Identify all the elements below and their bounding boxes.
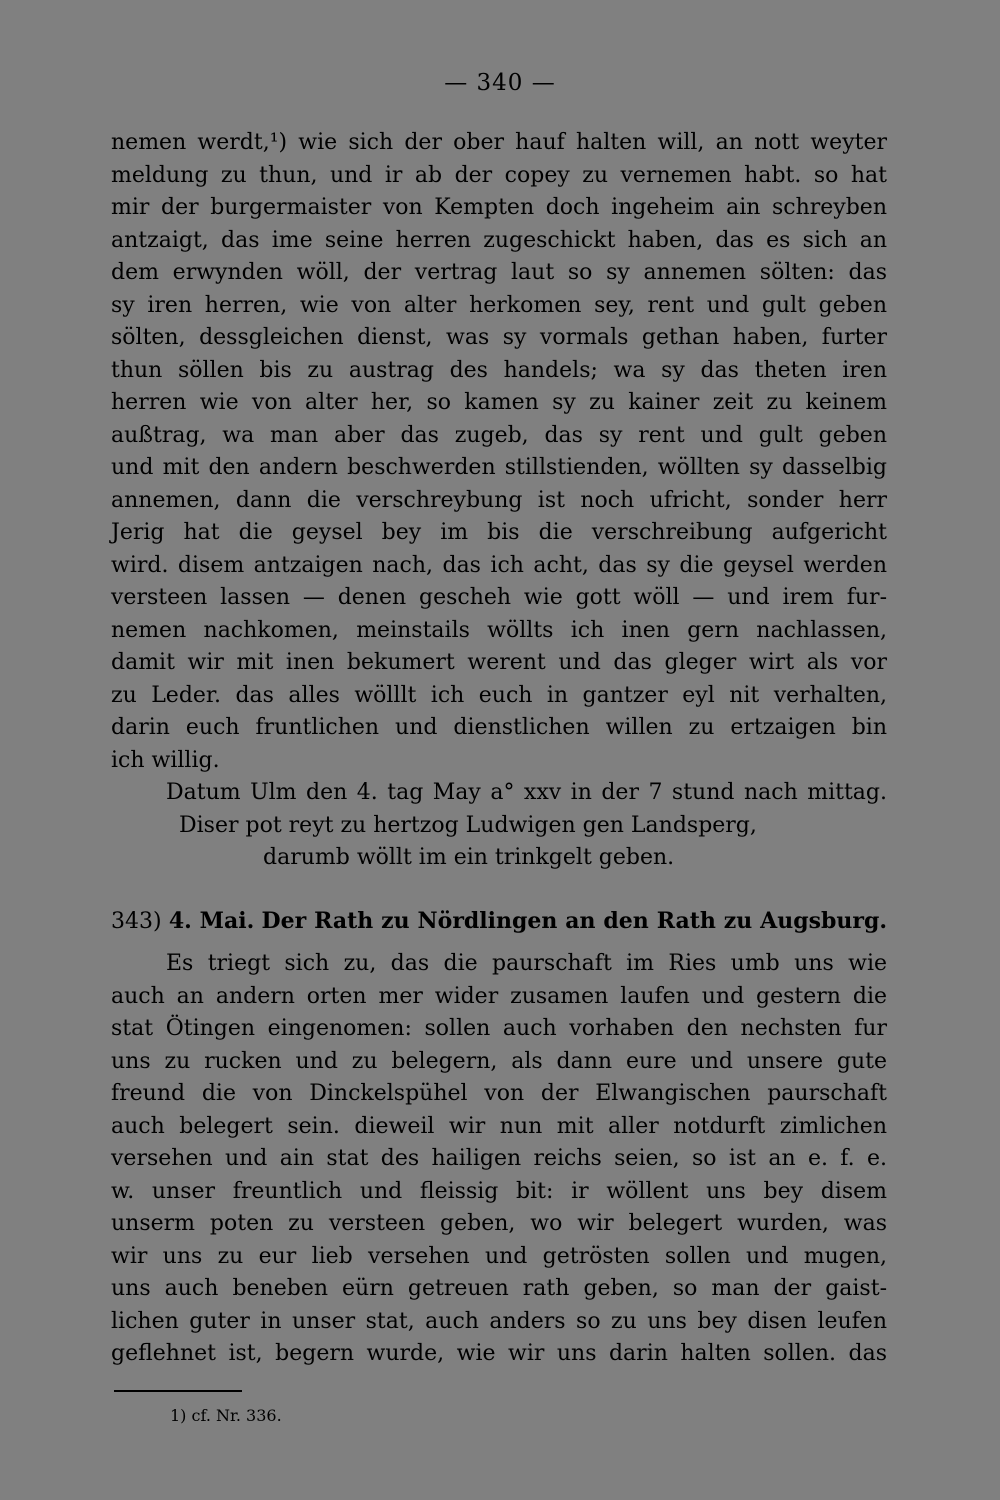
text-line: sölten, dessgleichen dienst, was sy vormals gethan haben, furter <box>111 325 887 350</box>
text-line: zu Leder. das alles wölllt ich euch in gantzer eyl nit verhalten, <box>111 682 887 708</box>
text-line: Es triegt sich zu, das die paurschaft im Ries umb uns wie <box>166 951 887 976</box>
text-line: außtrag, wa man aber das zugeb, das sy rent und gult geben <box>111 422 887 448</box>
entry-number: 343) <box>111 909 162 934</box>
entry-heading <box>111 905 887 939</box>
text-line: auch an andern orten mer wider zusamen laufen und gestern die <box>111 983 887 1009</box>
text-line: uns zu rucken und zu belegern, als dann eure und unsere gute <box>111 1048 887 1074</box>
text-line: antzaigt, das ime seine herren zugeschickt haben, das es sich an <box>111 227 887 253</box>
text-line: dem erwynden wöll, der vertrag laut so sy annemen sölten: das <box>111 260 887 285</box>
text-line: auch belegert sein. dieweil wir nun mit aller notdurft zimlichen <box>111 1113 887 1139</box>
text-line: freund die von Dinckelspühel von der Elwangischen paurschaft <box>111 1081 887 1106</box>
text-line: stat Ötingen eingenomen: sollen auch vorhaben den nechsten fur <box>111 1016 887 1041</box>
text-line: sy iren herren, wie von alter herkomen sey, rent und gult geben <box>111 292 887 318</box>
closing-line-tip: darumb wöllt im ein trinkgelt geben. <box>263 845 675 870</box>
footnote-divider <box>114 1390 242 1392</box>
entry-date: 4. Mai. <box>168 908 255 934</box>
entry-title: Der Rath zu Nördlingen an den Rath zu Augsburg. <box>261 908 887 934</box>
text-line: ich willig. <box>111 747 220 773</box>
text-line: meldung zu thun, und ir ab der copey zu vernemen habt. so hat <box>111 162 887 188</box>
text-line: mir der burgermaister von Kempten doch ingeheim ain schreyben <box>111 195 887 220</box>
text-line: Jerig hat die geysel bey im bis die verschreibung aufgericht <box>111 520 887 545</box>
text-line: damit wir mit inen bekumert werent und das gleger wirt als vor <box>111 650 887 675</box>
letter-body <box>111 127 887 875</box>
text-line: geflehnet ist, begern wurde, wie wir uns darin halten sollen. das <box>111 1341 887 1366</box>
closing-line-date: Datum Ulm den 4. tag May a° xxv in der 7 stund nach mittag. <box>166 780 887 805</box>
text-line: versehen und ain stat des hailigen reichs seien, so ist an e. f. e. <box>111 1146 887 1171</box>
text-line: thun söllen bis zu austrag des handels; wa sy das theten iren <box>111 357 887 383</box>
text-line: wird. disem antzaigen nach, das ich acht, das sy die geysel werden <box>111 552 887 578</box>
footnote: 1) cf. Nr. 336. <box>170 1406 282 1425</box>
text-line: versteen lassen — denen gescheh wie gott wöll — und irem fur- <box>111 585 887 610</box>
text-line: herren wie von alter her, so kamen sy zu kainer zeit zu keinem <box>111 390 887 415</box>
text-line: darin euch fruntlichen und dienstlichen willen zu ertzaigen bin <box>111 715 887 740</box>
text-line: und mit den andern beschwerden stillstienden, wöllten sy dasselbig <box>111 455 887 480</box>
text-line: wir uns zu eur lieb versehen und getrösten sollen und mugen, <box>111 1243 887 1269</box>
text-line: w. unser freuntlich und fleissig bit: ir wöllent uns bey disem <box>111 1178 887 1204</box>
text-line: uns auch beneben eürn getreuen rath geben, so man der gaist- <box>111 1276 887 1301</box>
text-line: nemen werdt,¹) wie sich der ober hauf halten will, an nott weyter <box>111 130 887 155</box>
closing-line-messenger: Diser pot reyt zu hertzog Ludwigen gen Landsperg, <box>179 812 757 838</box>
page-number-header: — 340 — <box>444 70 556 96</box>
text-line: nemen nachkomen, meinstails wöllts ich inen gern nachlassen, <box>111 617 887 643</box>
text-line: lichen guter in unser stat, auch anders so zu uns bey disen leufen <box>111 1308 887 1334</box>
entry-body <box>111 948 887 1371</box>
text-line: unserm poten zu versteen geben, wo wir belegert wurden, was <box>111 1211 887 1236</box>
text-line: annemen, dann die verschreybung ist noch ufricht, sonder herr <box>111 487 887 513</box>
